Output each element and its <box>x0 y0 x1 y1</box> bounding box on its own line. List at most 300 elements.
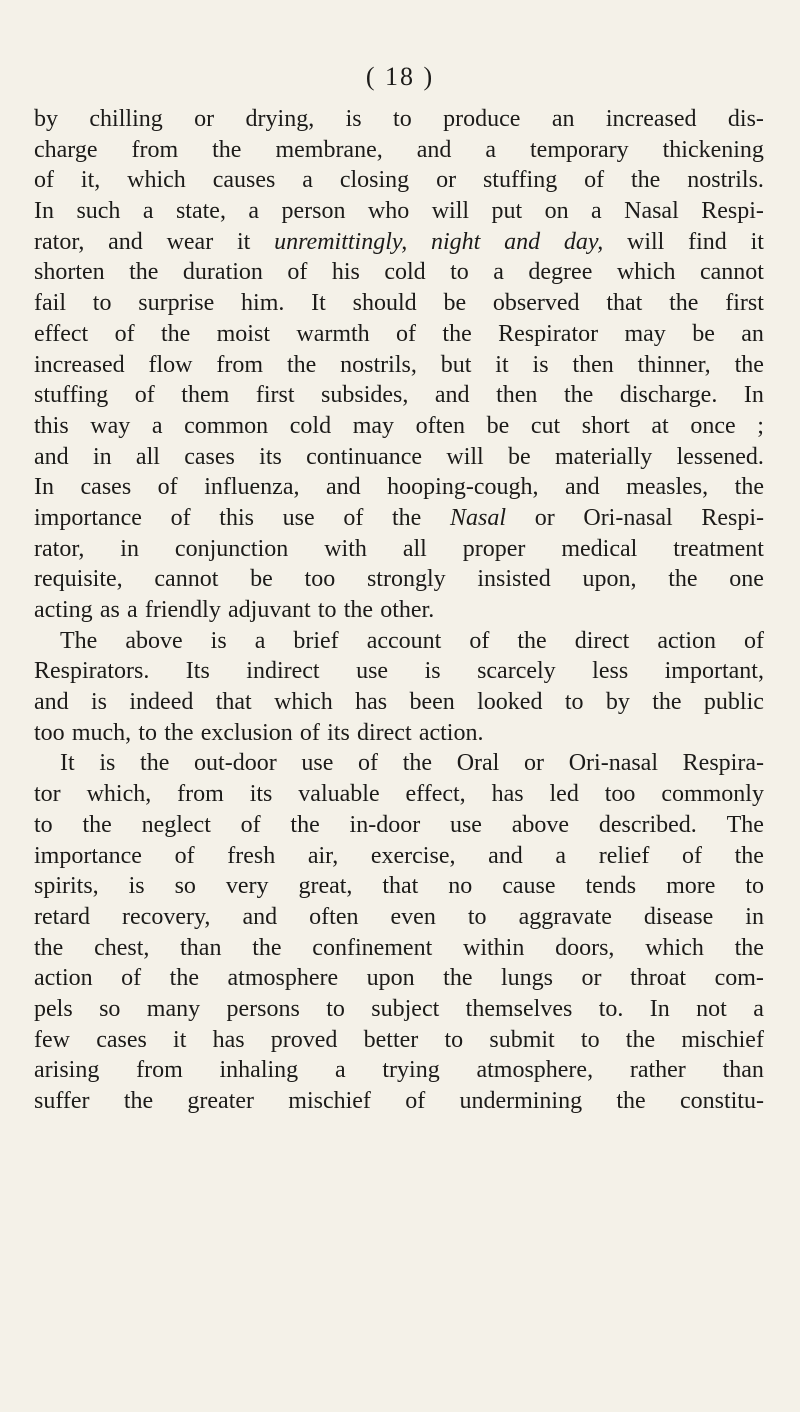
word: the <box>734 351 764 378</box>
word: In <box>743 382 764 409</box>
word: and <box>416 136 452 163</box>
word: of <box>121 965 142 992</box>
word: tor <box>34 781 61 808</box>
word: proper <box>462 535 526 562</box>
word: drying, <box>245 106 315 132</box>
word: public <box>703 689 764 716</box>
word: constitu- <box>679 1088 764 1114</box>
word: a <box>127 597 138 623</box>
word: of <box>174 842 195 869</box>
word: so <box>174 873 196 900</box>
word: cases <box>96 1026 147 1053</box>
word: inhaling <box>219 1057 299 1084</box>
word: hooping-cough, <box>387 474 539 501</box>
word: from <box>177 781 224 808</box>
word: is <box>532 351 549 378</box>
word: atmosphere <box>227 965 339 992</box>
word: him. <box>241 290 285 317</box>
word: In <box>34 198 54 225</box>
word: first <box>725 290 764 317</box>
word: which <box>127 167 186 194</box>
text-line <box>34 748 764 779</box>
word: treatment <box>673 535 764 562</box>
word: Ori-nasal <box>568 750 658 777</box>
word: to <box>138 719 158 746</box>
word: its <box>259 443 282 470</box>
text-line <box>34 1086 764 1117</box>
text-line <box>34 902 764 933</box>
word: the <box>734 474 764 501</box>
text-line <box>34 165 764 196</box>
word: by <box>605 689 630 716</box>
word: proved <box>270 1026 338 1053</box>
word: night <box>431 228 481 255</box>
word: more <box>666 873 716 900</box>
word: submit <box>489 1026 555 1053</box>
word: thinner, <box>637 351 711 378</box>
text-line <box>34 841 764 872</box>
word: and <box>326 474 361 501</box>
word: throat <box>630 965 687 992</box>
word: within <box>463 934 525 961</box>
word: common <box>184 412 269 439</box>
word: is <box>210 627 227 654</box>
word: wear <box>166 228 214 255</box>
word: or <box>534 504 555 531</box>
word: of <box>299 719 320 746</box>
word: cold <box>384 259 426 286</box>
word: should <box>352 290 417 317</box>
word: to. <box>598 995 624 1022</box>
word: arising <box>34 1057 100 1084</box>
word: is <box>345 106 362 132</box>
word: to <box>564 689 584 716</box>
word: nostrils. <box>687 167 764 194</box>
word: that <box>606 290 643 317</box>
word: an <box>551 106 575 132</box>
word: the <box>652 689 682 716</box>
word: with <box>324 535 367 562</box>
word: materially <box>554 443 653 470</box>
word: acting <box>34 597 93 623</box>
word: themselves <box>465 995 573 1022</box>
word: the <box>734 934 764 961</box>
word: or <box>436 167 457 194</box>
word: the <box>123 1088 154 1114</box>
word: stuffing <box>482 167 558 194</box>
word: medical <box>561 535 638 562</box>
word: all <box>135 443 160 470</box>
word: and <box>34 443 69 470</box>
word: be <box>250 566 273 593</box>
word: one <box>729 566 764 593</box>
word: out-door <box>194 750 277 777</box>
word: undermining <box>459 1088 583 1114</box>
word: friendly <box>144 597 221 623</box>
word: other. <box>380 597 435 623</box>
word: the <box>442 320 472 347</box>
word: and <box>242 903 278 930</box>
word: in-door <box>349 811 421 838</box>
word: and <box>434 382 470 409</box>
word: very <box>225 873 269 900</box>
word: mischief <box>681 1026 764 1053</box>
word: com- <box>714 965 764 992</box>
word: be <box>486 412 510 439</box>
word: been <box>409 689 455 716</box>
word: to <box>450 259 469 286</box>
word: use <box>282 504 315 531</box>
text-line <box>34 104 764 135</box>
word: direct <box>574 627 630 654</box>
word: charge <box>34 136 98 163</box>
word: may <box>624 320 666 347</box>
word: this <box>219 504 254 531</box>
word: once <box>690 412 736 439</box>
text-line <box>34 656 764 687</box>
word: few <box>34 1026 70 1053</box>
word: aggravate <box>518 903 612 930</box>
word: a <box>591 198 602 225</box>
word: a <box>248 198 260 225</box>
word: rator, <box>34 228 85 255</box>
word: his <box>331 259 360 286</box>
word: the <box>129 259 159 286</box>
word: insisted <box>477 566 551 593</box>
word: retard <box>34 903 90 930</box>
word: the <box>343 597 374 623</box>
word: above <box>511 811 570 838</box>
word: of <box>134 382 155 409</box>
word: Respi- <box>701 198 764 225</box>
word: no <box>448 873 473 900</box>
text-line <box>34 1055 764 1086</box>
word: all <box>402 535 427 562</box>
word: cases <box>80 474 132 501</box>
word: a <box>485 136 497 163</box>
word: is <box>91 689 108 716</box>
word: subject <box>371 995 440 1022</box>
text-line <box>34 350 764 381</box>
word: is <box>99 750 116 777</box>
text-line <box>34 718 764 749</box>
word: a <box>753 995 764 1022</box>
word: adjuvant <box>228 597 311 623</box>
word: of <box>469 627 490 654</box>
word: short <box>581 412 630 439</box>
word: be <box>692 320 715 347</box>
word: put <box>491 198 523 225</box>
word: from <box>216 351 264 378</box>
word: nostrils, <box>340 351 417 378</box>
word: much, <box>71 719 132 746</box>
word: of <box>343 504 364 531</box>
word: rather <box>629 1057 686 1084</box>
word: the <box>290 811 320 838</box>
word: by <box>34 106 58 132</box>
word: from <box>131 136 179 163</box>
word: the <box>252 934 282 961</box>
word: exclusion <box>200 719 293 746</box>
text-line <box>34 227 764 258</box>
word: chest, <box>94 934 150 961</box>
word: disease <box>643 903 714 930</box>
word: trying <box>382 1057 440 1084</box>
word: led <box>549 781 579 808</box>
word: importance <box>34 504 142 531</box>
word: of <box>114 320 135 347</box>
word: to <box>745 873 764 900</box>
word: not <box>696 995 727 1022</box>
word: in <box>120 535 139 562</box>
word: indeed <box>129 689 194 716</box>
word: the <box>402 750 433 777</box>
word: closing <box>339 167 410 194</box>
word: is <box>424 658 441 685</box>
text-line <box>34 871 764 902</box>
word: of <box>584 167 605 194</box>
word: lessened. <box>676 443 764 470</box>
word: of <box>396 320 417 347</box>
word: that <box>382 873 419 900</box>
word: and <box>565 474 600 501</box>
word: or <box>194 106 215 132</box>
word: as <box>99 597 120 623</box>
text-line <box>34 595 764 626</box>
word: in <box>745 903 764 930</box>
word: at <box>651 412 669 439</box>
word: action <box>34 965 93 992</box>
word: importance <box>34 842 142 869</box>
word: increased <box>605 106 697 132</box>
word: discharge. <box>619 382 718 409</box>
word: the <box>34 934 64 961</box>
word: cold <box>289 412 332 439</box>
word: ; <box>757 412 764 439</box>
word: tends <box>585 873 637 900</box>
word: to <box>34 811 53 838</box>
word: day, <box>563 228 604 255</box>
word: use <box>301 750 334 777</box>
word: will <box>446 443 484 470</box>
word: surprise <box>138 290 215 317</box>
word: conjunction <box>174 535 289 562</box>
word: strongly <box>366 566 446 593</box>
word: a <box>493 259 504 286</box>
word: it, <box>80 167 101 194</box>
word: and <box>504 228 541 255</box>
word: it <box>236 228 251 255</box>
word: great, <box>298 873 353 900</box>
text-line <box>34 257 764 288</box>
word: of <box>170 504 191 531</box>
word: above <box>125 627 183 654</box>
word: relief <box>598 842 650 869</box>
word: chilling <box>89 106 163 132</box>
text-line <box>34 534 764 565</box>
word: find <box>688 228 727 255</box>
word: greater <box>187 1088 255 1114</box>
word: will <box>431 198 470 225</box>
word: temporary <box>530 136 629 163</box>
word: fresh <box>227 842 276 869</box>
word: scarcely <box>477 658 556 685</box>
word: account <box>366 627 442 654</box>
word: to <box>92 290 112 317</box>
word: upon, <box>582 566 637 593</box>
word: spirits, <box>34 873 99 900</box>
word: so <box>99 995 121 1022</box>
word: the <box>668 566 698 593</box>
text-line <box>34 503 764 534</box>
word: produce <box>443 106 521 132</box>
word: cause <box>502 873 556 900</box>
word: it <box>173 1026 187 1053</box>
word: rator, <box>34 535 85 562</box>
word: then <box>572 351 614 378</box>
word: a <box>142 198 154 225</box>
word: person <box>281 198 346 225</box>
word: has <box>491 781 524 808</box>
word: of <box>744 627 764 654</box>
word: Nasal <box>624 198 679 225</box>
word: looked <box>477 689 543 716</box>
word: to <box>580 1026 600 1053</box>
word: degree <box>528 259 593 286</box>
text-line <box>34 411 764 442</box>
word: which <box>274 689 333 716</box>
word: this <box>34 412 69 439</box>
word: mischief <box>288 1088 371 1114</box>
word: to <box>444 1026 464 1053</box>
word: indirect <box>246 658 320 685</box>
word: a <box>334 1057 346 1084</box>
text-line <box>34 963 764 994</box>
word: Respi- <box>701 504 764 531</box>
word: brief <box>293 627 339 654</box>
text-line <box>34 196 764 227</box>
word: warmth <box>296 320 370 347</box>
word: important, <box>664 658 764 685</box>
word: Respirators. <box>34 658 150 685</box>
word: than <box>722 1057 764 1084</box>
word: to <box>467 903 487 930</box>
word: It <box>60 750 75 777</box>
word: the <box>160 320 191 347</box>
text-line <box>34 135 764 166</box>
word: action. <box>418 719 484 746</box>
word: has <box>212 1026 245 1053</box>
word: action <box>657 627 716 654</box>
word: use <box>449 811 482 838</box>
word: causes <box>212 167 276 194</box>
word: which <box>645 934 704 961</box>
word: the <box>82 811 112 838</box>
word: In <box>34 474 54 501</box>
word: such <box>76 198 121 225</box>
word: that <box>215 689 252 716</box>
word: first <box>255 382 295 409</box>
word: shorten <box>34 259 105 286</box>
word: the <box>563 382 594 409</box>
word: use <box>356 658 389 685</box>
word: but <box>440 351 472 378</box>
word: state, <box>175 198 226 225</box>
word: the <box>392 504 422 531</box>
word: an <box>741 320 764 347</box>
word: its <box>249 781 273 808</box>
word: of <box>34 167 54 194</box>
word: or <box>581 965 602 992</box>
word: the <box>517 627 547 654</box>
word: atmosphere, <box>476 1057 594 1084</box>
word: unremittingly, <box>274 228 408 255</box>
word: neglect <box>141 811 211 838</box>
word: way <box>90 412 131 439</box>
word: to <box>317 597 337 623</box>
word: Oral <box>456 750 500 777</box>
word: a <box>254 627 266 654</box>
word: The <box>60 627 98 654</box>
word: it <box>495 351 509 378</box>
word: the <box>286 351 317 378</box>
word: valuable <box>298 781 380 808</box>
word: better <box>363 1026 419 1053</box>
word: then <box>496 382 538 409</box>
word: It <box>311 290 326 317</box>
word: membrane, <box>275 136 383 163</box>
word: its <box>327 719 350 746</box>
word: Nasal <box>450 504 507 531</box>
word: observed <box>492 290 580 317</box>
word: subsides, <box>321 382 409 409</box>
word: Ori-nasal <box>583 504 673 531</box>
word: effect, <box>405 781 466 808</box>
word: to <box>326 995 345 1022</box>
word: may <box>352 412 395 439</box>
word: a <box>555 842 567 869</box>
word: the <box>616 1088 646 1114</box>
word: commonly <box>661 781 764 808</box>
word: flow <box>148 351 193 378</box>
word: than <box>180 934 222 961</box>
text-line <box>34 779 764 810</box>
word: will <box>627 228 665 255</box>
word: recovery, <box>122 903 211 930</box>
word: and <box>488 842 523 869</box>
word: Respira- <box>682 750 764 777</box>
word: be <box>443 290 467 317</box>
word: of <box>287 259 308 286</box>
word: be <box>508 443 531 470</box>
word: pels <box>34 995 73 1022</box>
word: which <box>616 259 676 286</box>
text-line <box>34 994 764 1025</box>
word: exercise, <box>370 842 456 869</box>
word: too <box>304 566 336 593</box>
word: moist <box>216 320 270 347</box>
word: stuffing <box>34 382 109 409</box>
word: even <box>390 903 436 930</box>
word: thickening <box>662 136 764 163</box>
word: a <box>302 167 313 194</box>
word: in <box>92 443 112 470</box>
word: duration <box>182 259 263 286</box>
text-line <box>34 319 764 350</box>
text-line <box>34 687 764 718</box>
word: measles, <box>626 474 709 501</box>
word: and <box>34 689 69 716</box>
